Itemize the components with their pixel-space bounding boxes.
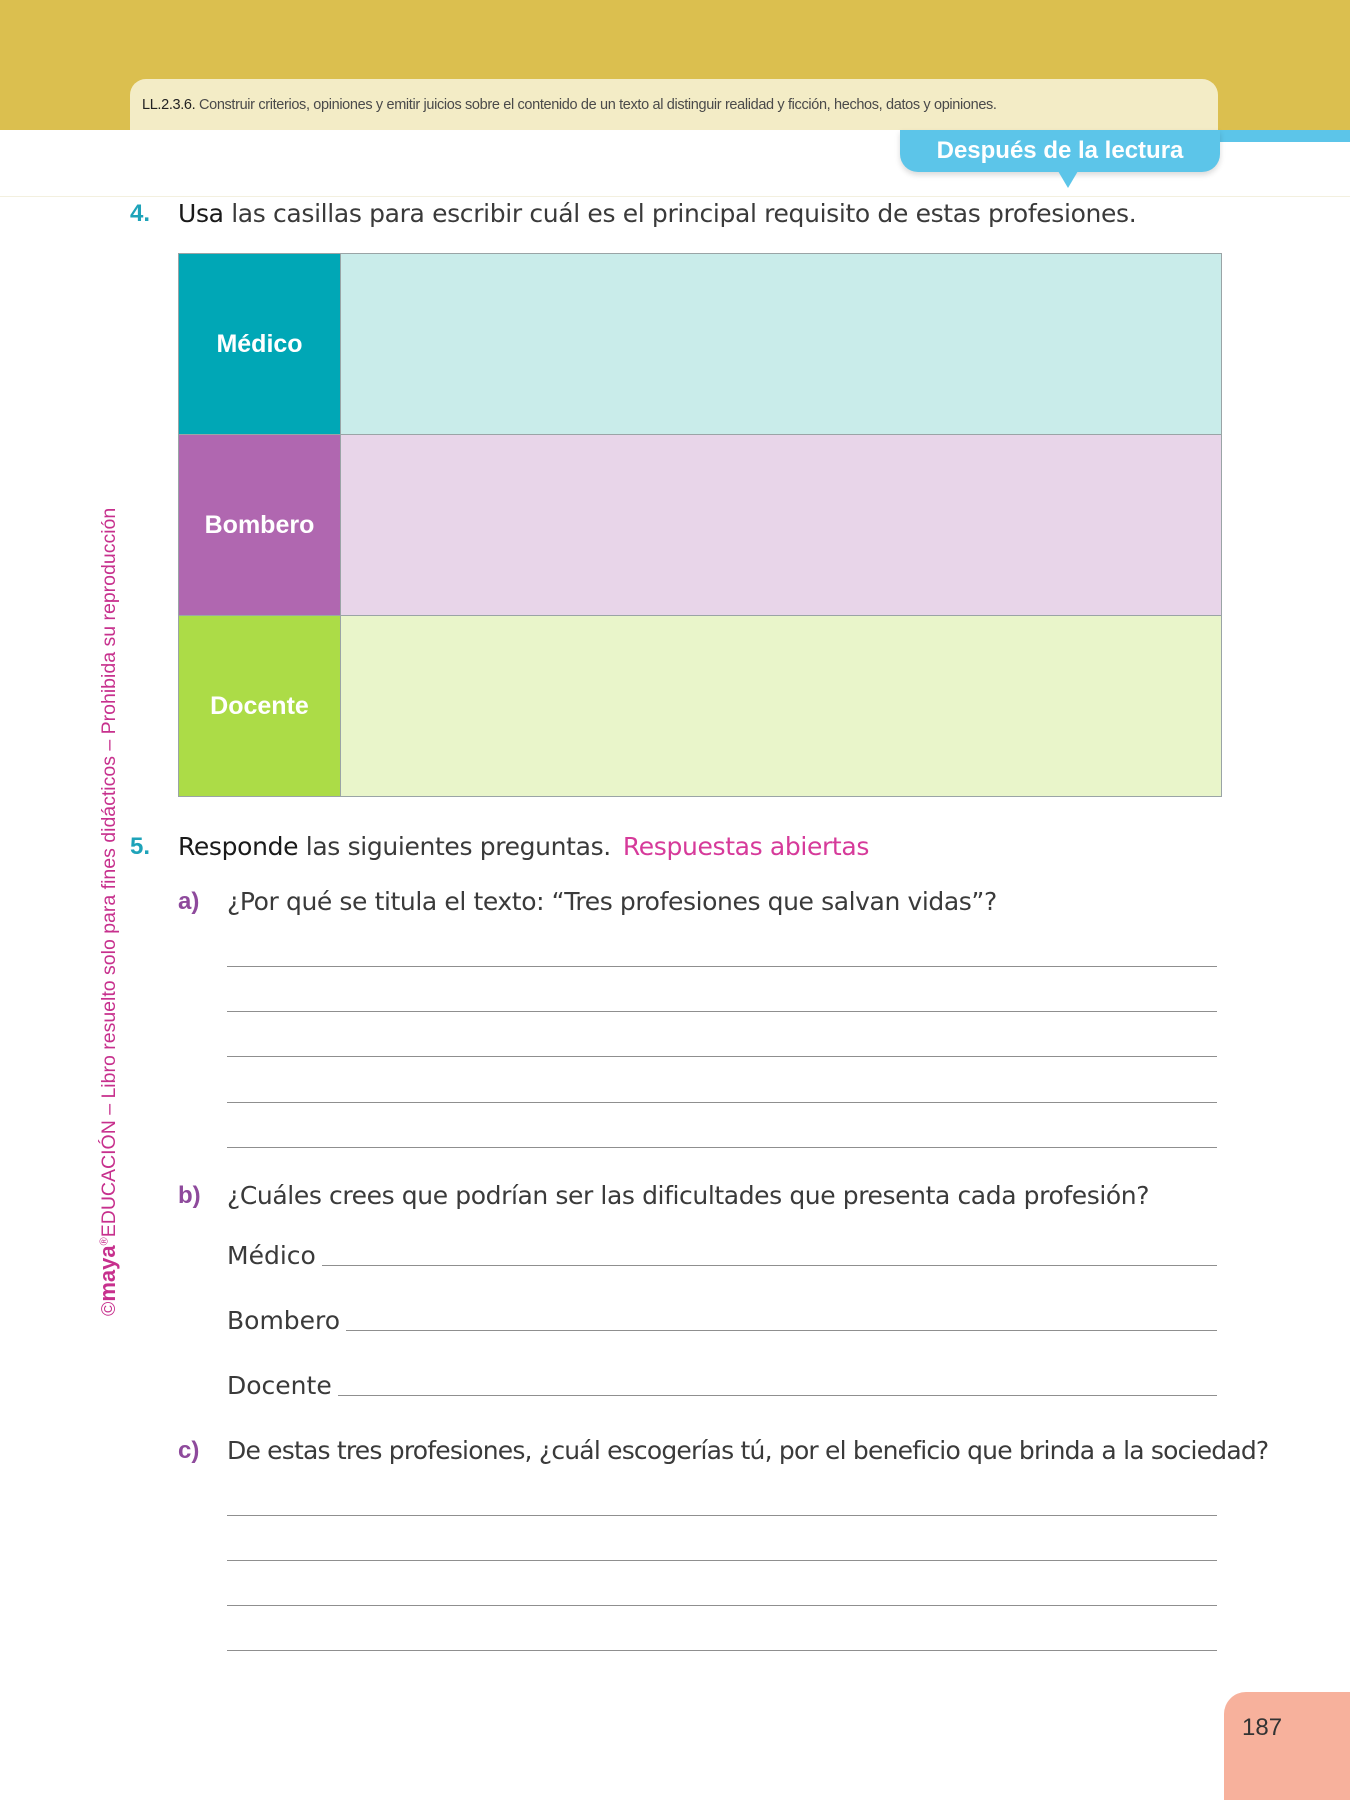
registered-mark: ® <box>98 1237 111 1246</box>
fill-row-bombero <box>227 1306 1217 1335</box>
q5a-letter: a) <box>178 888 200 915</box>
answer-note: Respuestas abiertas <box>622 832 870 861</box>
fill-label-bombero: Bombero <box>227 1306 341 1335</box>
answer-line-c4[interactable] <box>227 1650 1217 1651</box>
fill-row-docente <box>227 1371 1217 1400</box>
section-bar <box>1205 130 1350 142</box>
header-divider <box>0 196 1350 197</box>
answer-line-a5[interactable] <box>227 1147 1217 1148</box>
answer-box-bombero[interactable] <box>341 435 1221 615</box>
answer-box-medico[interactable] <box>341 254 1221 434</box>
section-tab: Después de la lectura <box>900 130 1220 172</box>
fill-line-medico[interactable] <box>322 1265 1217 1266</box>
copyright-sidebar <box>95 508 121 1316</box>
answer-line-c2[interactable] <box>227 1560 1217 1561</box>
table-row <box>179 615 1221 796</box>
q5b-question: ¿Cuáles crees que podrían ser las dificultades que presenta cada profesión? <box>227 1181 1150 1210</box>
row-label-bombero: Bombero <box>179 435 341 615</box>
brand-logo: maya <box>95 1245 120 1302</box>
answer-line-a2[interactable] <box>227 1011 1217 1012</box>
page-number: 187 <box>1224 1692 1350 1800</box>
q5c-question: De estas tres profesiones, ¿cuál escogerías tú, por el beneficio que brinda a la sociedad? <box>227 1436 1269 1465</box>
copyright-text: EDUCACIÓN – Libro resuelto solo para fines didácticos – Prohibida su reproducción <box>98 507 120 1238</box>
fill-label-medico: Médico <box>227 1241 316 1270</box>
answer-line-c3[interactable] <box>227 1605 1217 1606</box>
answer-line-a3[interactable] <box>227 1056 1217 1057</box>
q5-verb: Responde <box>178 832 299 861</box>
table-row <box>179 254 1221 434</box>
fill-row-medico <box>227 1241 1217 1270</box>
skill-code: LL.2.3.6. <box>142 97 196 113</box>
q4-verb: Usa <box>178 199 224 228</box>
table-row <box>179 434 1221 615</box>
q5-text: las siguientes preguntas. <box>305 832 611 861</box>
answer-line-c1[interactable] <box>227 1515 1217 1516</box>
q5-number: 5. <box>130 833 151 860</box>
q5c-letter: c) <box>178 1437 200 1464</box>
answer-box-docente[interactable] <box>341 616 1221 796</box>
skill-statement <box>130 79 1218 130</box>
copyright-symbol: © <box>98 1301 120 1316</box>
fill-line-bombero[interactable] <box>346 1330 1217 1331</box>
row-label-docente: Docente <box>179 616 341 796</box>
section-tab-notch <box>1058 171 1078 188</box>
q5a-question: ¿Por qué se titula el texto: “Tres profesiones que salvan vidas”? <box>227 887 997 916</box>
fill-label-docente: Docente <box>227 1371 332 1400</box>
q4-number: 4. <box>130 200 151 227</box>
answer-line-a4[interactable] <box>227 1102 1217 1103</box>
q5b-letter: b) <box>178 1182 201 1209</box>
professions-table <box>178 253 1222 797</box>
q4-instruction <box>178 199 1136 228</box>
fill-line-docente[interactable] <box>338 1395 1217 1396</box>
skill-text: Construir criterios, opiniones y emitir juicios sobre el contenido de un texto al distinguir realidad y ficción, hechos, datos y opiniones. <box>198 97 997 113</box>
q4-text: las casillas para escribir cuál es el principal requisito de estas profesiones. <box>231 199 1137 228</box>
answer-line-a1[interactable] <box>227 966 1217 967</box>
row-label-medico: Médico <box>179 254 341 434</box>
q5-instruction <box>178 832 869 861</box>
